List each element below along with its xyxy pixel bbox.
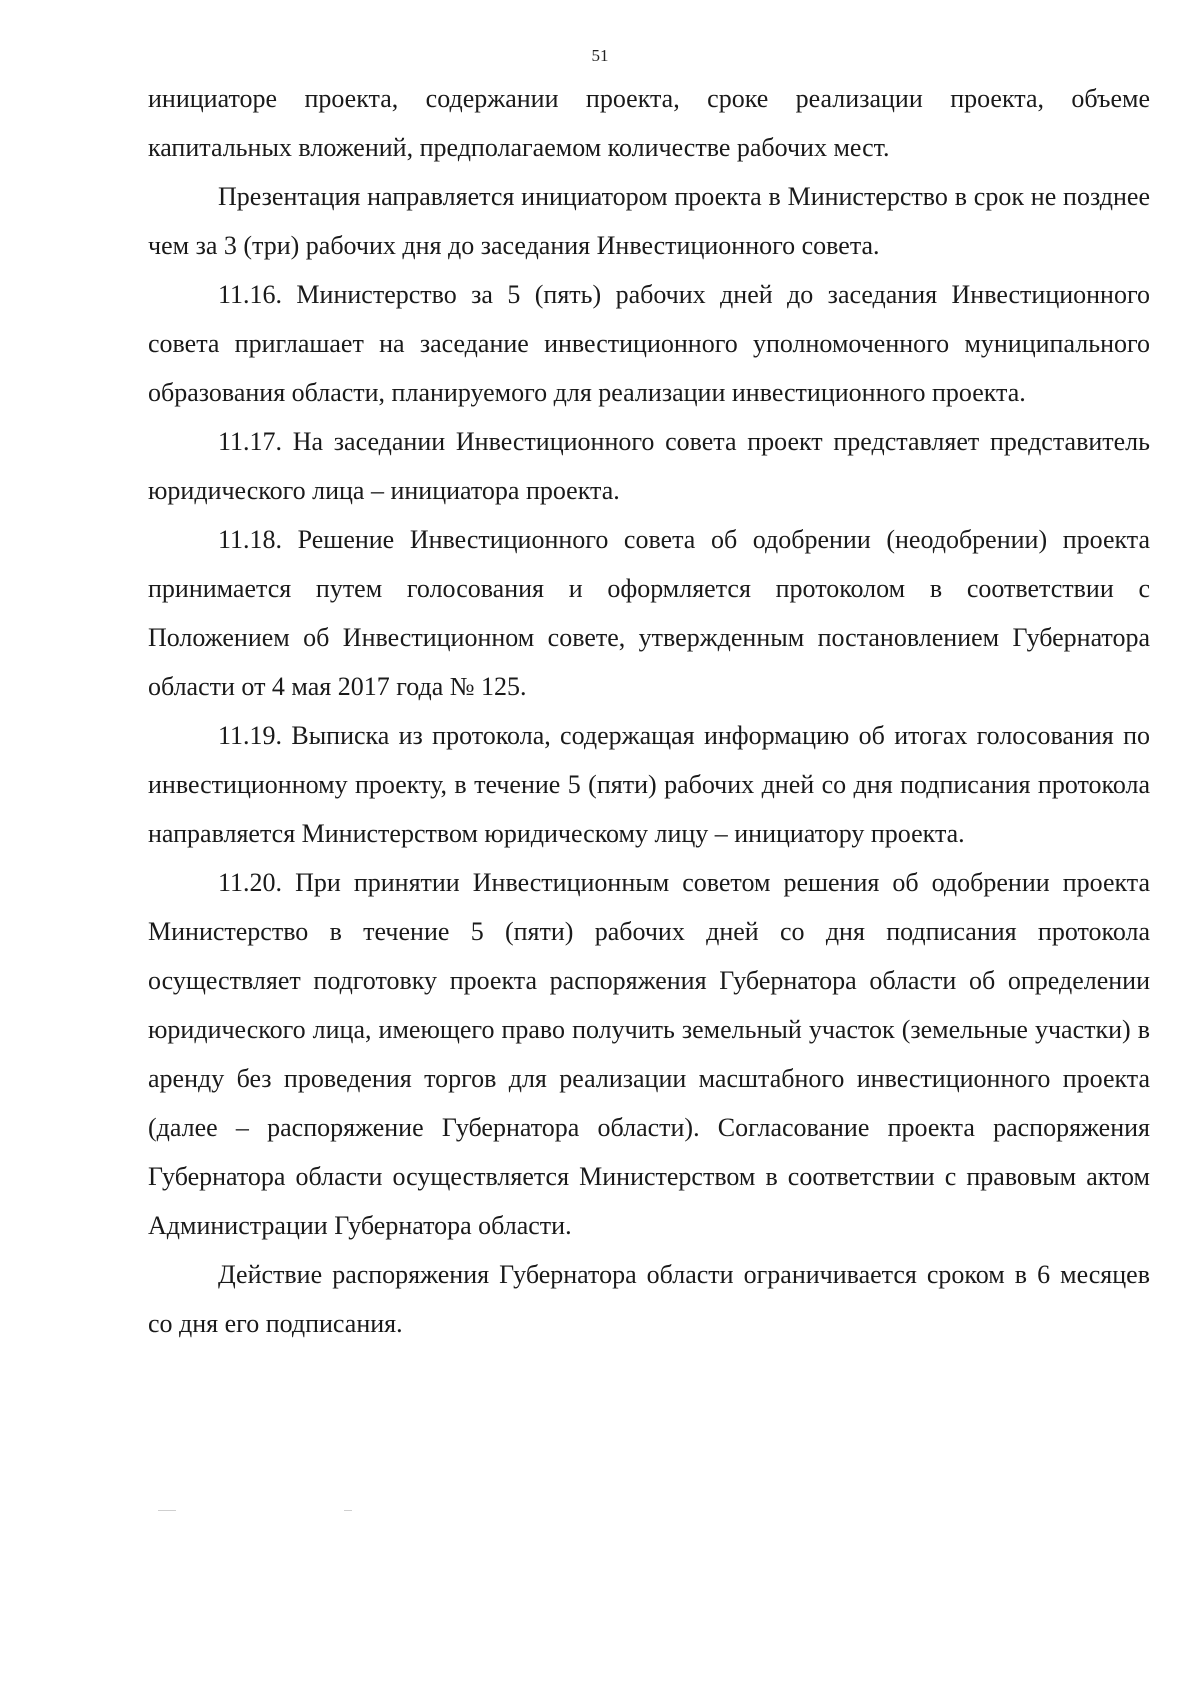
scan-artifact-line: [158, 1510, 176, 1511]
scan-artifact-line: [344, 1510, 352, 1511]
paragraph-11-17: 11.17. На заседании Инвестиционного совета проект представляет представитель юридического лица – инициатора проекта.: [148, 427, 1150, 505]
paragraph-presentation: Презентация направляется инициатором проекта в Министерство в срок не позднее чем за 3 (три) рабочих дня до заседания Инвестиционного совета.: [148, 182, 1150, 260]
document-body: [148, 74, 1150, 1348]
paragraph-validity: Действие распоряжения Губернатора области ограничивается сроком в 6 месяцев со дня его подписания.: [148, 1260, 1150, 1338]
paragraph-11-19: 11.19. Выписка из протокола, содержащая информацию об итогах голосования по инвестиционному проекту, в течение 5 (пяти) рабочих дней со дня подписания протокола направляется Министерством юридическому лицу – инициатору проекта.: [148, 721, 1150, 848]
paragraph-continuation: инициаторе проекта, содержании проекта, сроке реализации проекта, объеме капитальных вложений, предполагаемом количестве рабочих мест.: [148, 84, 1150, 162]
paragraph-11-20: 11.20. При принятии Инвестиционным советом решения об одобрении проекта Министерство в течение 5 (пяти) рабочих дней со дня подписания протокола осуществляет подготовку проекта распоряжения Губернатора области об определении юридического лица, имеющего право получить земельный участок (земельные участки) в аренду без проведения торгов для реализации масштабного инвестиционного проекта (далее – распоряжение Губернатора области). Согласование проекта распоряжения Губернатора области осуществляется Министерством в соответствии с правовым актом Администрации Губернатора области.: [148, 868, 1150, 1240]
page-number: 51: [591, 46, 609, 65]
paragraph-11-16: 11.16. Министерство за 5 (пять) рабочих дней до заседания Инвестиционного совета приглашает на заседание инвестиционного уполномоченного муниципального образования области, планируемого для реализации инвестиционного проекта.: [148, 280, 1150, 407]
paragraph-11-18: 11.18. Решение Инвестиционного совета об одобрении (неодобрении) проекта принимается путем голосования и оформляется протоколом в соответствии с Положением об Инвестиционном совете, утвержденным постановлением Губернатора области от 4 мая 2017 года № 125.: [148, 525, 1150, 701]
